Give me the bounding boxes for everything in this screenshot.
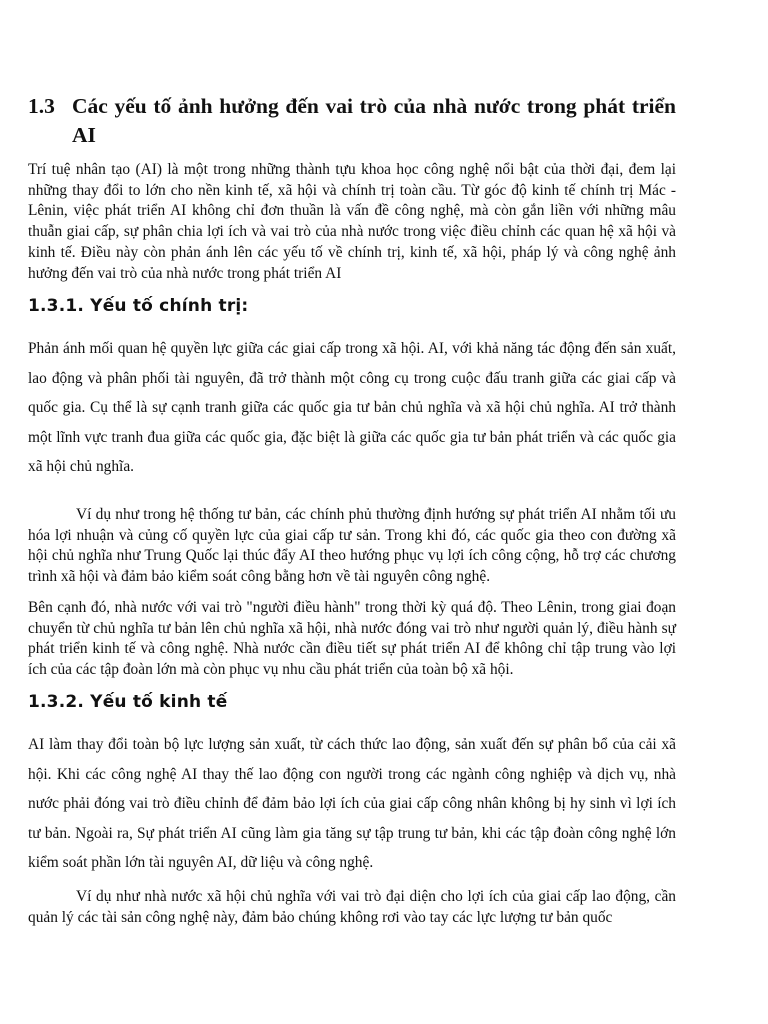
economic-paragraph-1: AI làm thay đổi toàn bộ lực lượng sản xuất, từ cách thức lao động, sản xuất đến sự phân bổ của cải xã hội. Khi các công nghệ AI thay thế lao động con người trong các ngành công nghiệp và dịch vụ, nhà nước phải đóng vai trò điều chỉnh để đảm bảo lợi ích của giai cấp công nhân không bị hy sinh vì lợi ích tư bản. Ngoài ra, Sự phát triển AI cũng làm gia tăng sự tập trung tư bản, khi các tập đoàn công nghệ lớn kiểm soát phần lớn tài nguyên AI, dữ liệu và công nghệ. [28, 736, 676, 872]
section-number: 1.3 [28, 94, 55, 118]
intro-paragraph: Trí tuệ nhân tạo (AI) là một trong những thành tựu khoa học công nghệ nổi bật của thời đại, đem lại những thay đổi to lớn cho nền kinh tế, xã hội và chính trị toàn cầu. Từ góc độ kinh tế chính trị Mác - Lênin, việc phát triển AI không chỉ đơn thuần là vấn đề công nghệ, mà còn gắn liền với những mâu thuẫn giai cấp, sự phân chia lợi ích và vai trò của nhà nước trong việc điều chỉnh các quan hệ xã hội và kinh tế. Điều này còn phản ánh lên các yếu tố về chính trị, kinh tế, xã hội, pháp lý và công nghệ ảnh hưởng đến vai trò của nhà nước trong phát triển AI [28, 161, 676, 282]
political-paragraph-2: Ví dụ như trong hệ thống tư bản, các chính phủ thường định hướng sự phát triển AI nhằm tối ưu hóa lợi nhuận và củng cố quyền lực của giai cấp tư sản. Trong khi đó, các quốc gia theo con đường xã hội chủ nghĩa như Trung Quốc lại thúc đẩy AI theo hướng phục vụ lợi ích công cộng, hỗ trợ các chương trình xã hội và đảm bảo kiểm soát công bằng hơn về tài nguyên công nghệ. [28, 506, 676, 586]
political-paragraph-1: Phản ánh mối quan hệ quyền lực giữa các giai cấp trong xã hội. AI, với khả năng tác động đến sản xuất, lao động và phân phối tài nguyên, đã trở thành một công cụ trong cuộc đấu tranh giữa các giai cấp và quốc gia. Cụ thể là sự cạnh tranh giữa các quốc gia tư bản chủ nghĩa và xã hội chủ nghĩa. AI trở thành một lĩnh vực tranh đua giữa các quốc gia, đặc biệt là giữa các quốc gia tư bản phát triển và các quốc gia xã hội chủ nghĩa. [28, 340, 676, 476]
subsection-heading-economic: 1.3.2. Yếu tố kinh tế [28, 692, 228, 712]
economic-paragraph-2: Ví dụ như nhà nước xã hội chủ nghĩa với vai trò đại diện cho lợi ích của giai cấp lao động, cần quản lý các tài sản công nghệ này, đảm bảo chúng không rơi vào tay các lực lượng tư bản quốc [28, 888, 676, 926]
subsection-heading-political: 1.3.1. Yếu tố chính trị: [28, 296, 249, 316]
section-title: Các yếu tố ảnh hưởng đến vai trò của nhà nước trong phát triển AI [72, 94, 676, 147]
political-paragraph-3: Bên cạnh đó, nhà nước với vai trò "người điều hành" trong thời kỳ quá độ. Theo Lênin, trong giai đoạn chuyển từ chủ nghĩa tư bản lên chủ nghĩa xã hội, nhà nước đóng vai trò như người quản lý, điều hành sự phát triển kinh tế và công nghệ. Nhà nước cần điều tiết sự phát triển AI để không chỉ tập trung vào lợi ích của các tập đoàn lớn mà còn phục vụ nhu cầu phát triển của toàn bộ xã hội. [28, 599, 676, 679]
section-heading [28, 92, 676, 150]
